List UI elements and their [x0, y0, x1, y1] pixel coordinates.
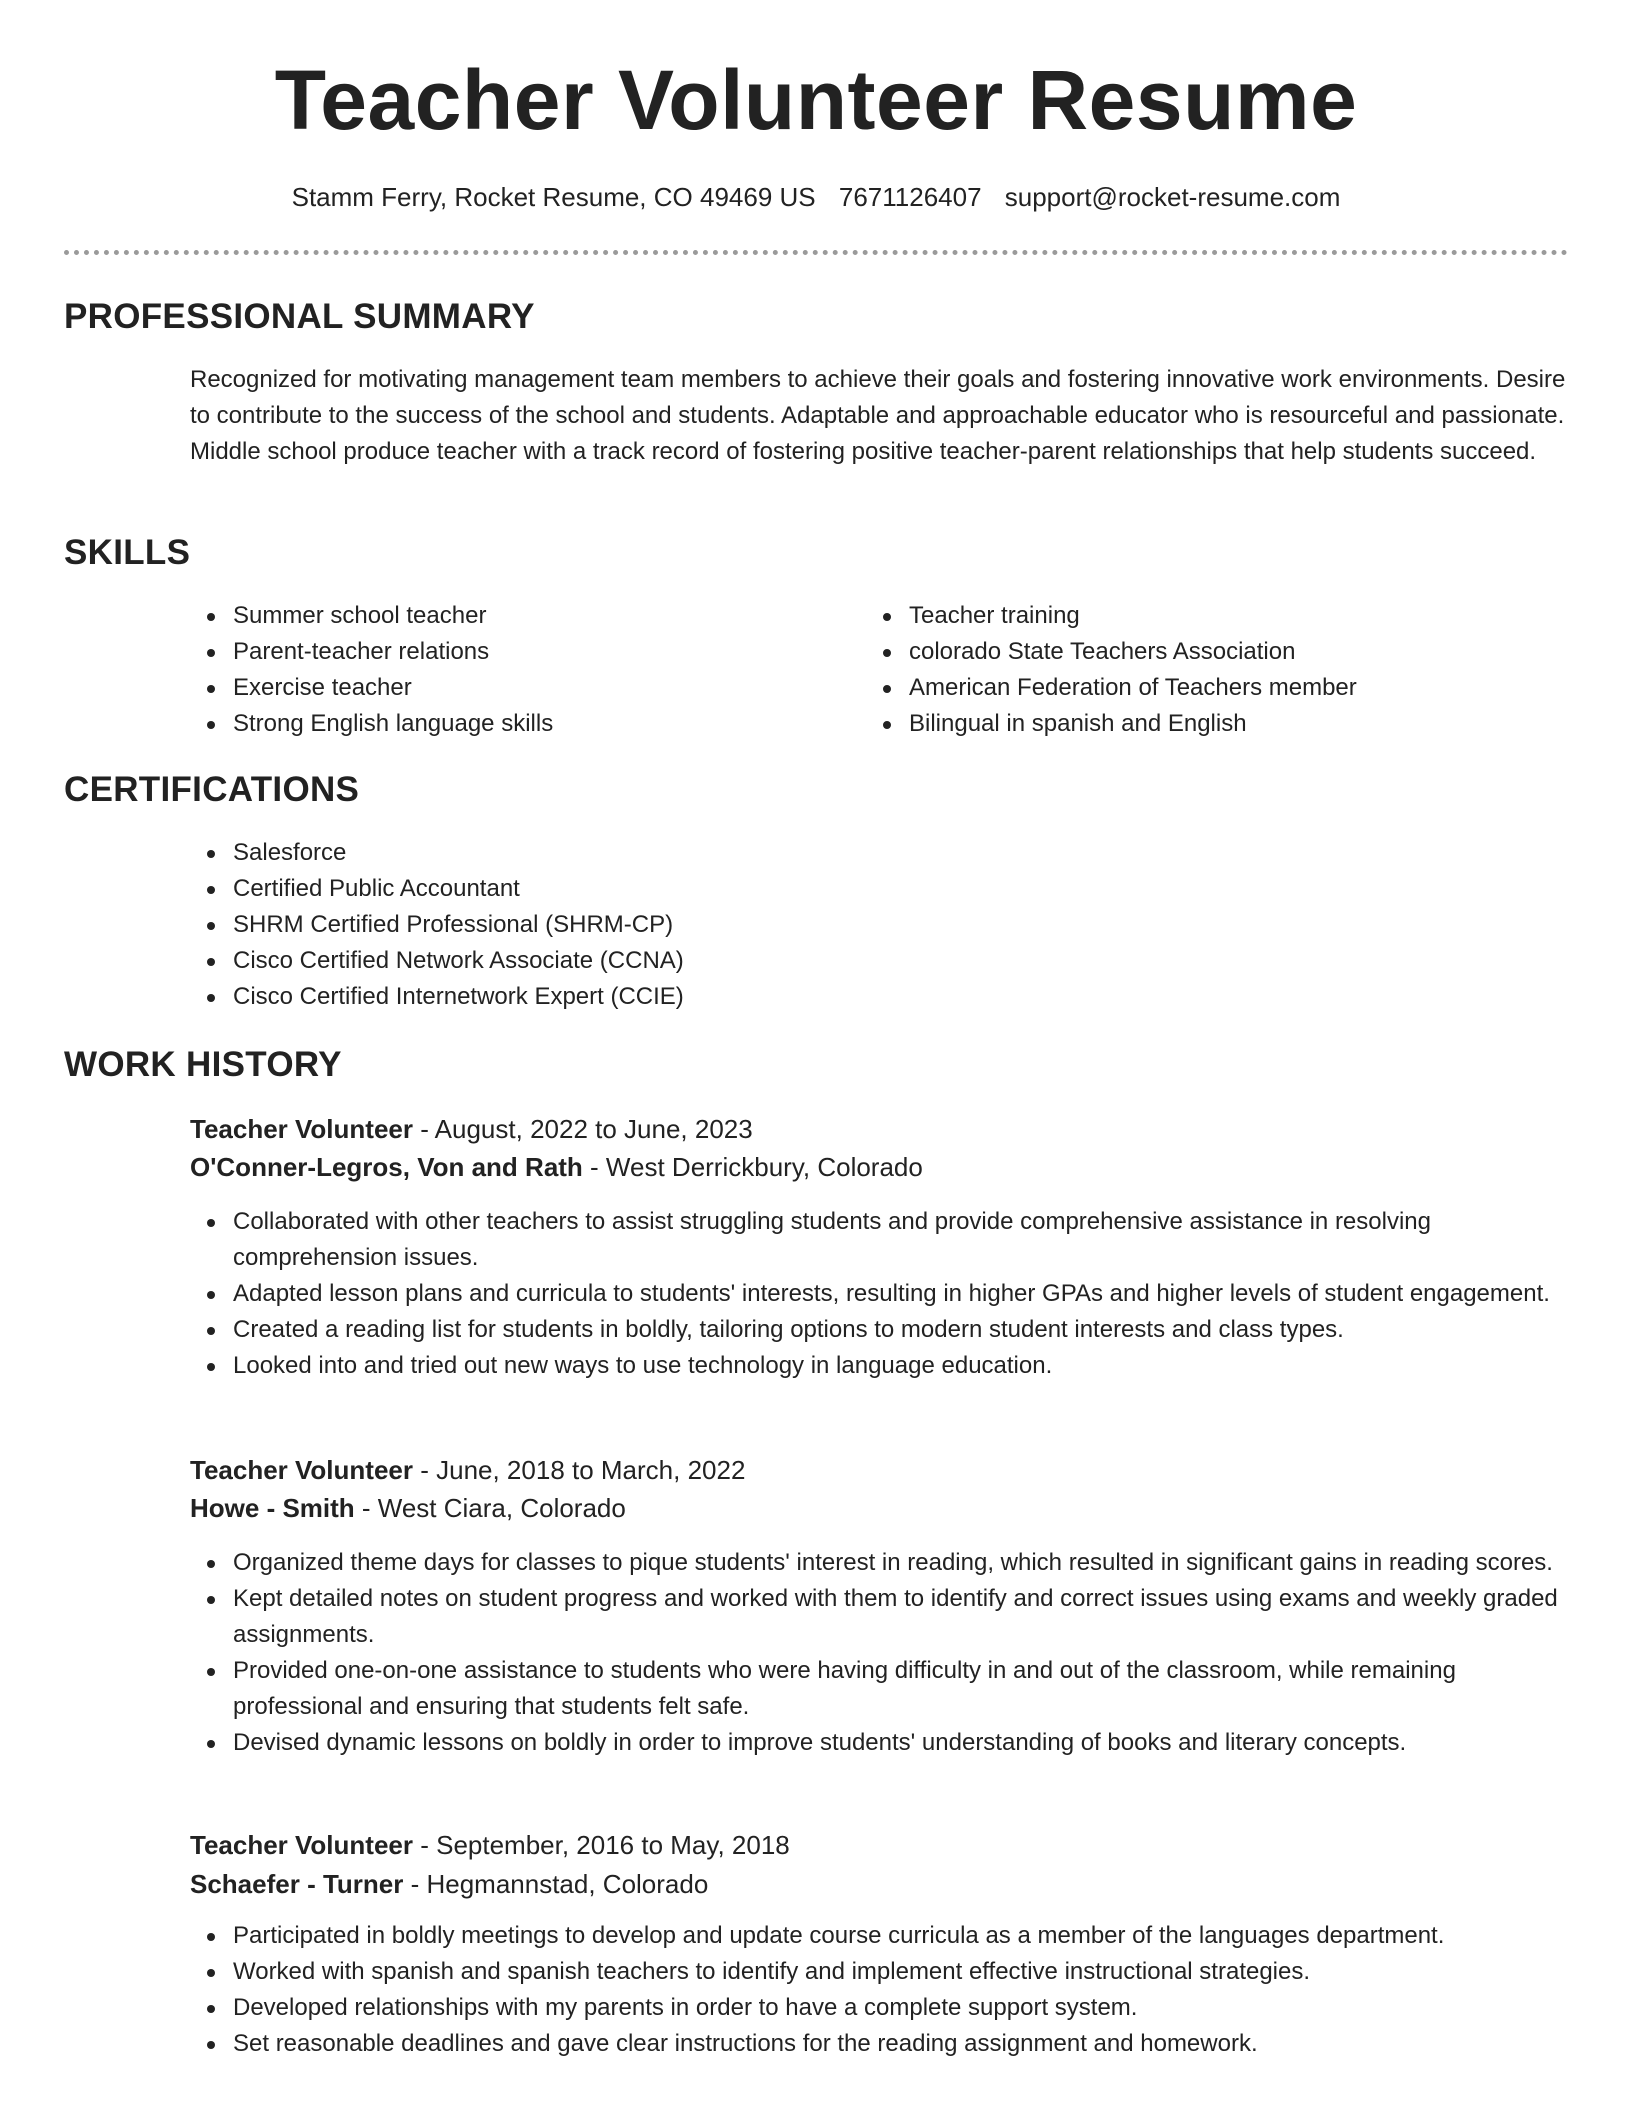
- job-company: O'Conner-Legros, Von and Rath: [190, 1152, 583, 1182]
- skills-list-right: [866, 598, 1566, 742]
- work-history-heading: WORK HISTORY: [64, 1045, 342, 1084]
- resume-title: Teacher Volunteer Resume: [274, 53, 1358, 147]
- skill-item: Exercise teacher: [190, 670, 830, 706]
- contact-email: support@rocket-resume.com: [1004, 182, 1341, 212]
- job-bullet: Participated in boldly meetings to develop and update course curricula as a member of the languages department.: [190, 1918, 1560, 1954]
- job-title: Teacher Volunteer: [190, 1455, 413, 1485]
- certifications-list: [190, 835, 1570, 1015]
- job-company-line: [190, 1489, 626, 1527]
- job-title-line: [190, 1826, 790, 1864]
- job-bullet: Looked into and tried out new ways to use technology in language education.: [190, 1348, 1560, 1384]
- contact-phone: 7671126407: [838, 182, 982, 212]
- job-bullet: Set reasonable deadlines and gave clear instructions for the reading assignment and homework.: [190, 2026, 1560, 2062]
- job-title: Teacher Volunteer: [190, 1114, 413, 1144]
- job-bullet: Kept detailed notes on student progress and worked with them to identify and correct issues using exams and weekly graded assignments.: [190, 1581, 1560, 1653]
- header-divider: [64, 250, 1568, 255]
- job-bullet: Worked with spanish and spanish teachers to identify and implement effective instructional strategies.: [190, 1954, 1560, 1990]
- job-company: Howe - Smith: [190, 1493, 355, 1523]
- certification-item: Salesforce: [190, 835, 1570, 871]
- skill-item: Parent-teacher relations: [190, 634, 830, 670]
- skill-item: Strong English language skills: [190, 706, 830, 742]
- job-company-line: [190, 1148, 923, 1186]
- skill-item: Bilingual in spanish and English: [866, 706, 1566, 742]
- contact-line: [0, 182, 1632, 213]
- job-bullets: [190, 1204, 1560, 1384]
- job-dates: - August, 2022 to June, 2023: [413, 1114, 753, 1144]
- job-title: Teacher Volunteer: [190, 1830, 413, 1860]
- summary-heading: PROFESSIONAL SUMMARY: [64, 297, 535, 336]
- job-location: - West Derrickbury, Colorado: [582, 1152, 923, 1182]
- certification-item: Certified Public Accountant: [190, 871, 1570, 907]
- job-company: Schaefer - Turner: [190, 1869, 404, 1899]
- skill-item: colorado State Teachers Association: [866, 634, 1566, 670]
- job-bullet: Created a reading list for students in boldly, tailoring options to modern student interests and class types.: [190, 1312, 1560, 1348]
- job-dates: - September, 2016 to May, 2018: [413, 1830, 790, 1860]
- contact-address: Stamm Ferry, Rocket Resume, CO 49469 US: [291, 182, 816, 212]
- skill-item: American Federation of Teachers member: [866, 670, 1566, 706]
- job-bullet: Provided one-on-one assistance to students who were having difficulty in and out of the classroom, while remaining professional and ensuring that students felt safe.: [190, 1653, 1560, 1725]
- job-bullet: Devised dynamic lessons on boldly in order to improve students' understanding of books and literary concepts.: [190, 1725, 1560, 1761]
- certification-item: Cisco Certified Internetwork Expert (CCIE): [190, 979, 1570, 1015]
- job-location: - Hegmannstad, Colorado: [403, 1869, 709, 1899]
- job-bullets: [190, 1545, 1560, 1761]
- job-bullet: Adapted lesson plans and curricula to students' interests, resulting in higher GPAs and higher levels of student engagement.: [190, 1276, 1560, 1312]
- skill-item: Summer school teacher: [190, 598, 830, 634]
- summary-text: Recognized for motivating management team members to achieve their goals and fostering innovative work environments. Desire to contribute to the success of the school and students. Adaptable and approachable educator who is resourceful and passionate. Middle school produce teacher with a track record of fostering positive teacher-parent relationships that help students succeed.: [190, 366, 1566, 465]
- skills-list-left: [190, 598, 830, 742]
- job-bullet: Developed relationships with my parents in order to have a complete support system.: [190, 1990, 1560, 2026]
- job-title-line: [190, 1451, 745, 1489]
- job-bullets: [190, 1918, 1560, 2062]
- certification-item: Cisco Certified Network Associate (CCNA): [190, 943, 1570, 979]
- certification-item: SHRM Certified Professional (SHRM-CP): [190, 907, 1570, 943]
- job-bullet: Organized theme days for classes to pique students' interest in reading, which resulted in significant gains in reading scores.: [190, 1545, 1560, 1581]
- job-company-line: [190, 1865, 708, 1903]
- job-bullet: Collaborated with other teachers to assist struggling students and provide comprehensive assistance in resolving comprehension issues.: [190, 1204, 1560, 1276]
- job-title-line: [190, 1110, 753, 1148]
- skills-heading: SKILLS: [64, 533, 191, 572]
- certifications-heading: CERTIFICATIONS: [64, 770, 360, 809]
- job-dates: - June, 2018 to March, 2022: [413, 1455, 746, 1485]
- skill-item: Teacher training: [866, 598, 1566, 634]
- job-location: - West Ciara, Colorado: [354, 1493, 626, 1523]
